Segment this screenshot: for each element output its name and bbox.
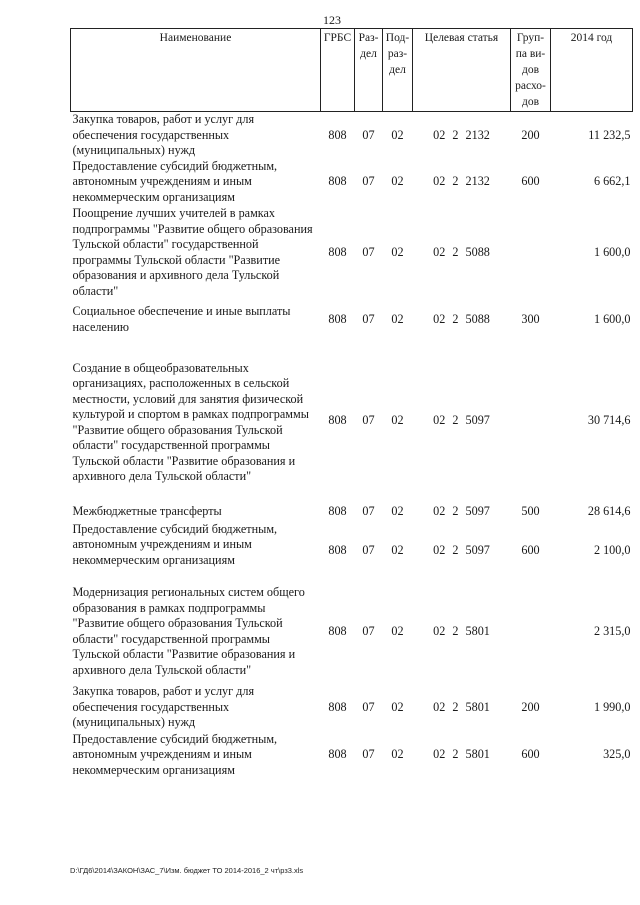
row-name: Предоставление субсидий бюджетным, автономным учреждениям и иным некоммерческим организациям bbox=[72, 158, 278, 204]
header-name: Наименование bbox=[71, 29, 321, 112]
row-podrazdel: 02 bbox=[391, 412, 404, 427]
row-cel-statya: 02 2 2132 bbox=[433, 127, 490, 142]
row-name: Предоставление субсидий бюджетным, автономным учреждениям и иным некоммерческим организациям bbox=[72, 731, 278, 777]
row-grbs: 808 bbox=[328, 699, 347, 714]
table-row bbox=[71, 300, 633, 340]
row-razdel: 07 bbox=[362, 747, 375, 762]
row-cel-statya: 02 2 5801 bbox=[433, 699, 490, 714]
table-row bbox=[71, 112, 633, 159]
header-podrazdel: Под-раз-дел bbox=[383, 29, 413, 112]
row-sum: 1 600,0 bbox=[593, 311, 631, 326]
header-year: 2014 год bbox=[551, 29, 633, 112]
table-row bbox=[71, 206, 633, 300]
table-row bbox=[71, 684, 633, 732]
row-vid: 200 bbox=[521, 699, 540, 714]
row-sum: 6 662,1 bbox=[593, 174, 631, 189]
row-cel-statya: 02 2 5097 bbox=[433, 542, 490, 557]
table-row bbox=[71, 340, 633, 502]
row-name: Межбюджетные трансферты bbox=[72, 503, 222, 518]
row-cel-statya: 02 2 5097 bbox=[433, 412, 490, 427]
row-cel-statya: 02 2 5801 bbox=[433, 623, 490, 638]
table-row bbox=[71, 580, 633, 684]
row-razdel: 07 bbox=[362, 127, 375, 142]
row-grbs: 808 bbox=[328, 127, 347, 142]
row-vid bbox=[511, 340, 551, 502]
row-podrazdel: 02 bbox=[391, 623, 404, 638]
row-grbs: 808 bbox=[328, 244, 347, 259]
row-sum: 1 600,0 bbox=[593, 244, 631, 259]
row-vid: 500 bbox=[521, 503, 540, 518]
table-row bbox=[71, 522, 633, 580]
row-name: Закупка товаров, работ и услуг для обеспечения государственных (муниципальных) нужд bbox=[72, 112, 255, 157]
row-razdel: 07 bbox=[362, 311, 375, 326]
row-razdel: 07 bbox=[362, 503, 375, 518]
row-grbs: 808 bbox=[328, 503, 347, 518]
row-vid: 300 bbox=[521, 311, 540, 326]
table-row bbox=[71, 732, 633, 779]
row-podrazdel: 02 bbox=[391, 174, 404, 189]
row-grbs: 808 bbox=[328, 412, 347, 427]
row-cel-statya: 02 2 5088 bbox=[433, 311, 490, 326]
row-vid bbox=[511, 580, 551, 684]
row-name: Закупка товаров, работ и услуг для обеспечения государственных (муниципальных) нужд bbox=[72, 684, 255, 730]
row-vid: 200 bbox=[521, 127, 540, 142]
row-podrazdel: 02 bbox=[391, 699, 404, 714]
row-podrazdel: 02 bbox=[391, 542, 404, 557]
row-sum: 28 614,6 bbox=[587, 503, 631, 518]
row-cel-statya: 02 2 5088 bbox=[433, 244, 490, 259]
row-grbs: 808 bbox=[328, 623, 347, 638]
row-podrazdel: 02 bbox=[391, 127, 404, 142]
row-podrazdel: 02 bbox=[391, 311, 404, 326]
row-name: Создание в общеобразовательных организациях, расположенных в сельской местности, условий для занятия физической культурой и спортом в рамках подпрограммы "Развитие общего образования Тульской области" государственной программы Тульской области "Развитие образования и архивного дела Тульской области" bbox=[72, 360, 309, 483]
header-razdel: Раз-дел bbox=[355, 29, 383, 112]
row-cel-statya: 02 2 5801 bbox=[433, 747, 490, 762]
row-name: Модернизация региональных систем общего образования в рамках подпрограммы "Развитие общего образования Тульской области" государственной программы Тульской области "Развитие образования и архивного дела Тульской области" bbox=[72, 585, 305, 677]
row-name: Предоставление субсидий бюджетным, автономным учреждениям и иным некоммерческим организациям bbox=[72, 521, 278, 567]
row-vid: 600 bbox=[521, 174, 540, 189]
row-razdel: 07 bbox=[362, 244, 375, 259]
row-podrazdel: 02 bbox=[391, 503, 404, 518]
row-grbs: 808 bbox=[328, 311, 347, 326]
table-header-row bbox=[71, 29, 633, 112]
page-number: 123 bbox=[323, 13, 341, 27]
row-vid bbox=[511, 206, 551, 300]
table-row bbox=[71, 502, 633, 522]
budget-table bbox=[70, 28, 633, 779]
row-name: Поощрение лучших учителей в рамках подпрограммы "Развитие общего образования Тульской области" государственной программы Тульской области "Развитие образования и архивного дела Тульской области" bbox=[72, 206, 313, 298]
row-grbs: 808 bbox=[328, 174, 347, 189]
table-row bbox=[71, 159, 633, 206]
row-sum: 2 100,0 bbox=[593, 542, 631, 557]
row-vid: 600 bbox=[521, 747, 540, 762]
row-vid: 600 bbox=[521, 542, 540, 557]
row-podrazdel: 02 bbox=[391, 244, 404, 259]
row-sum: 30 714,6 bbox=[587, 412, 631, 427]
header-cel-statya: Целевая статья bbox=[413, 29, 511, 112]
row-razdel: 07 bbox=[362, 542, 375, 557]
row-razdel: 07 bbox=[362, 412, 375, 427]
row-sum: 325,0 bbox=[603, 747, 631, 762]
header-group-vid: Груп-па ви-дов расхо-дов bbox=[511, 29, 551, 112]
file-path-footer: D:\ГД6\2014\ЗАКОН\ЗАС_7\Изм. бюджет ТО 2014-2016_2 чт\рз3.xls bbox=[70, 866, 304, 875]
row-razdel: 07 bbox=[362, 623, 375, 638]
row-podrazdel: 02 bbox=[391, 747, 404, 762]
row-sum: 2 315,0 bbox=[593, 623, 631, 638]
row-sum: 1 990,0 bbox=[593, 699, 631, 714]
row-cel-statya: 02 2 5097 bbox=[433, 503, 490, 518]
row-razdel: 07 bbox=[362, 174, 375, 189]
header-grbs: ГРБС bbox=[321, 29, 355, 112]
row-cel-statya: 02 2 2132 bbox=[433, 174, 490, 189]
row-grbs: 808 bbox=[328, 747, 347, 762]
row-sum: 11 232,5 bbox=[588, 127, 631, 142]
row-name: Социальное обеспечение и иные выплаты населению bbox=[72, 304, 291, 334]
row-grbs: 808 bbox=[328, 542, 347, 557]
row-razdel: 07 bbox=[362, 699, 375, 714]
